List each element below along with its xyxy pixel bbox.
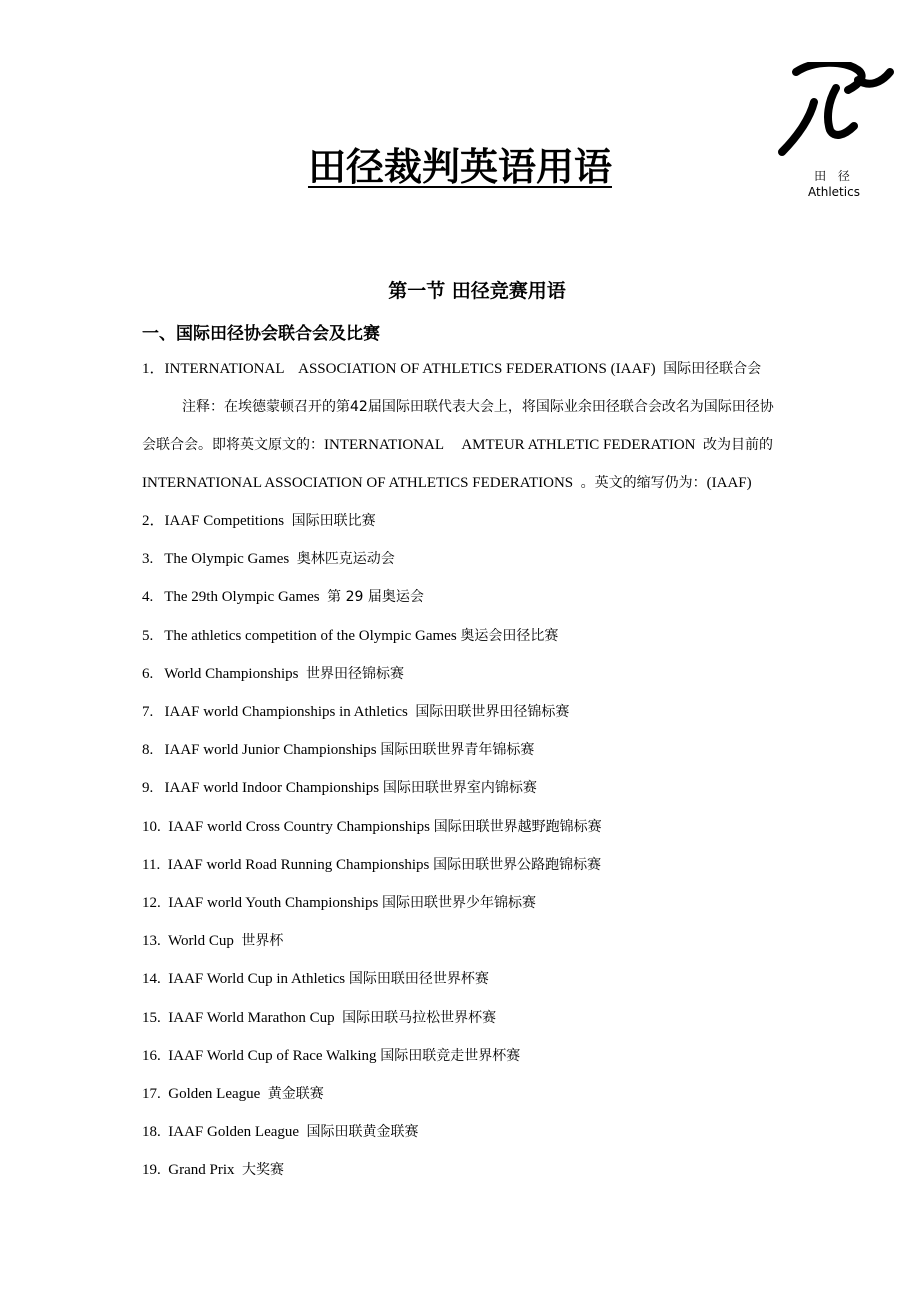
list-item (142, 740, 534, 760)
list-item (142, 855, 601, 875)
document-title: 田径裁判英语用语 (307, 145, 612, 189)
item-chinese: 奥林匹克运动会 (296, 551, 395, 567)
item-chinese: 国际田联比赛 (291, 513, 376, 529)
item-chinese: 大奖赛 (242, 1162, 284, 1178)
item-english: The athletics competition of the Olympic Games (164, 628, 461, 644)
list-item (142, 778, 537, 798)
list-item (142, 1084, 324, 1104)
item-chinese: 国际田联竞走世界杯赛 (380, 1048, 521, 1064)
list-item (142, 931, 283, 951)
logo-en-text: Athletics (808, 185, 860, 199)
item-english: The Olympic Games (164, 551, 297, 567)
note-text: 。英文的缩写仍为： (580, 475, 707, 491)
item-english: IAAF World Cup in Athletics (168, 971, 349, 987)
item-chinese: 国际田联马拉松世界杯赛 (342, 1010, 497, 1026)
list-item (142, 359, 761, 379)
item-number: 1． (142, 361, 165, 377)
item-number: 14. (142, 971, 169, 987)
item-number: 13. (142, 933, 168, 949)
item-english: IAAF Competitions (164, 513, 292, 529)
list-item (142, 893, 536, 913)
list-item (142, 511, 376, 531)
item-english: The 29th Olympic Games (164, 589, 328, 605)
item-chinese: 国际田联黄金联赛 (306, 1124, 419, 1140)
item-number: 18. (142, 1124, 169, 1140)
note-text: 改为目前的 (703, 437, 773, 453)
item-chinese: 世界田径锦标赛 (305, 666, 404, 682)
item-number: 19. (142, 1162, 169, 1178)
item-chinese: 国际田联世界公路跑锦标赛 (433, 857, 602, 873)
item-number: 12. (142, 895, 169, 911)
item-chinese: 国际田联世界田径锦标赛 (415, 704, 570, 720)
item-number: 11. (142, 857, 168, 873)
item-number: 5. (142, 628, 165, 644)
item-chinese: 国际田联世界青年锦标赛 (380, 742, 535, 758)
item-chinese: 国际田联世界少年锦标赛 (382, 895, 537, 911)
item-number: 9. (142, 780, 165, 796)
item-chinese: 世界杯 (241, 933, 284, 949)
item-english: IAAF world Indoor Championships (164, 780, 383, 796)
list-item (142, 1122, 419, 1142)
item-english: IAAF world Youth Championships (168, 895, 383, 911)
item-number: 15. (142, 1010, 169, 1026)
item-english: Grand Prix (168, 1162, 242, 1178)
item-number: 2． (142, 513, 165, 529)
list-item (142, 626, 558, 646)
item-english: IAAF world Cross Country Championships (168, 819, 434, 835)
item-chinese: 第 29 届奥运会 (327, 589, 424, 605)
item-number: 10. (142, 819, 169, 835)
item-chinese: 奥运会田径比赛 (460, 628, 559, 644)
item-number: 4. (142, 589, 165, 605)
subheading: 一、国际田径协会联合会及比赛 (142, 324, 380, 344)
note-line-2 (142, 435, 773, 455)
item-english: World Cup (167, 933, 242, 949)
item-chinese: 国际田径联合会 (663, 361, 762, 377)
item-english: IAAF world Championships in Athletics (164, 704, 416, 720)
item-chinese: 国际田联田径世界杯赛 (348, 971, 489, 987)
list-item (142, 702, 569, 722)
item-number: 17. (142, 1086, 169, 1102)
item-english: INTERNATIONAL ASSOCIATION OF ATHLETICS FEDERATIONS (IAAF) (164, 361, 656, 377)
note-abbrev: (IAAF) (706, 475, 752, 491)
note-text: 会联合会。即将英文原文的： (142, 437, 324, 453)
note-english: INTERNATIONAL ASSOCIATION OF ATHLETICS FEDERATIONS (142, 475, 581, 491)
list-item (142, 1160, 284, 1180)
item-chinese: 国际田联世界室内锦标赛 (382, 780, 537, 796)
list-item (142, 969, 489, 989)
item-english: Golden League (168, 1086, 268, 1102)
list-item (142, 1008, 496, 1028)
note-english: INTERNATIONAL AMTEUR ATHLETIC FEDERATION (324, 437, 696, 453)
section-title: 第一节 田径竞赛用语 (388, 280, 566, 302)
item-number: 3. (142, 551, 165, 567)
item-english: IAAF World Cup of Race Walking (168, 1048, 381, 1064)
item-english: World Championships (164, 666, 306, 682)
list-item (142, 549, 395, 569)
list-item (142, 1046, 520, 1066)
note-line-1: 注释：在埃德蒙顿召开的第42届国际田联代表大会上，将国际业余田径联合会改名为国际田径协 (182, 399, 774, 415)
list-item (142, 817, 602, 837)
item-number: 8. (142, 742, 165, 758)
item-chinese: 黄金联赛 (267, 1086, 324, 1102)
item-english: IAAF World Marathon Cup (168, 1010, 343, 1026)
item-number: 7. (142, 704, 165, 720)
logo-cn-text: 田 径 (814, 169, 854, 183)
item-number: 6. (142, 666, 165, 682)
item-english: IAAF world Road Running Championships (167, 857, 434, 873)
item-chinese: 国际田联世界越野跑锦标赛 (433, 819, 602, 835)
list-item (142, 587, 424, 607)
item-english: IAAF world Junior Championships (164, 742, 381, 758)
item-english: IAAF Golden League (168, 1124, 307, 1140)
item-number: 16. (142, 1048, 169, 1064)
list-item (142, 664, 404, 684)
note-line-3 (142, 473, 752, 493)
